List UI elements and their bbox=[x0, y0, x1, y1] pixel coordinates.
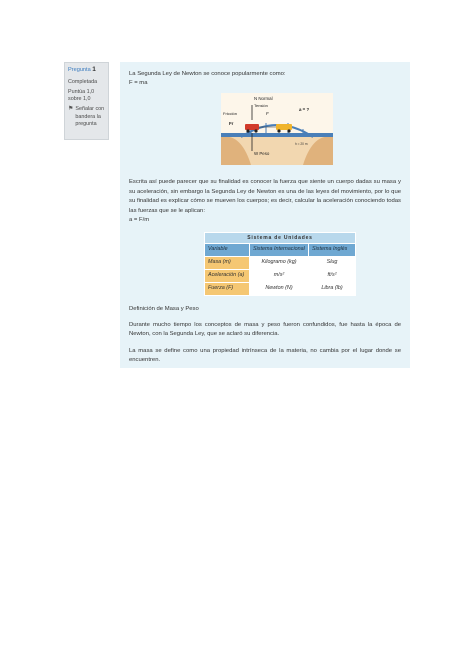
table-cell: Slug bbox=[309, 256, 356, 269]
table-row bbox=[205, 269, 356, 282]
table-cell: Kilogramo (kg) bbox=[250, 256, 309, 269]
flag-question-label: Señalar con bandera la pregunta bbox=[75, 106, 105, 127]
accel-label: a = ? bbox=[299, 106, 310, 112]
fr-label: Fr bbox=[229, 120, 234, 126]
table-cell: m/s² bbox=[250, 269, 309, 282]
bridge-forces-diagram bbox=[221, 93, 333, 165]
friction-label: Fricción bbox=[223, 110, 238, 116]
table-cell: Aceleración (a) bbox=[205, 269, 250, 282]
table-row bbox=[205, 256, 356, 269]
table-cell: ft/s² bbox=[309, 269, 356, 282]
table-cell: Fuerza (F) bbox=[205, 282, 250, 295]
f-label: F bbox=[266, 110, 269, 116]
table-cell: Newton (N) bbox=[250, 282, 309, 295]
table-cell: Libra (lb) bbox=[309, 282, 356, 295]
explanation-paragraph: Escrita así puede parecer que su finalidad es conocer la fuerza que siente un cuerpo dadas su masa y su aceleración, sin embargo la Segunda Ley de Newton es una de las leyes del movimiento, por lo que su finalidad es explicar cómo se mueven los cuerpos; es decir, calcular la aceleración conociendo todas las fuerzas que se le aplican: bbox=[129, 179, 401, 214]
height-label: h = 20 m bbox=[295, 141, 308, 146]
question-heading bbox=[68, 66, 105, 74]
question-number: 1 bbox=[92, 66, 96, 73]
formula-a-f-m: a = F/m bbox=[129, 217, 150, 224]
units-table-header: Variable bbox=[205, 243, 250, 256]
weight-label: W Peso bbox=[254, 150, 270, 156]
question-content bbox=[120, 62, 410, 368]
flag-icon: ⚑ bbox=[68, 106, 74, 113]
normal-label: N Normal bbox=[254, 95, 273, 101]
mass-definition-paragraph: La masa se define como una propiedad intrínseca de la materia, no cambia por el lugar donde se encuentren. bbox=[129, 347, 401, 364]
definition-title: Definición de Masa y Peso bbox=[129, 305, 199, 312]
units-table-header: Sistema Inglés bbox=[309, 243, 356, 256]
units-table bbox=[204, 232, 356, 296]
history-paragraph: Durante mucho tiempo los conceptos de masa y peso fueron confundidos, fue hasta la época de Newton, con la Segunda Ley, que se aclaró su diferencia. bbox=[129, 321, 401, 338]
intro-text: La Segunda Ley de Newton se conoce popularmente como: bbox=[129, 71, 286, 77]
units-table-header: Sistema Internacional bbox=[250, 243, 309, 256]
question-status: Completada bbox=[68, 79, 98, 86]
flag-question-link[interactable] bbox=[68, 106, 105, 127]
question-label: Pregunta bbox=[68, 67, 91, 73]
question-info-panel bbox=[64, 62, 109, 140]
formula-f-ma: F = ma bbox=[129, 80, 148, 87]
units-table-title: Sistema de Unidades bbox=[205, 232, 356, 243]
tension-label: Tensión bbox=[254, 102, 268, 108]
table-row bbox=[205, 282, 356, 295]
table-cell: Masa (m) bbox=[205, 256, 250, 269]
question-score: Puntúa 1,0 sobre 1,0 bbox=[68, 89, 95, 103]
